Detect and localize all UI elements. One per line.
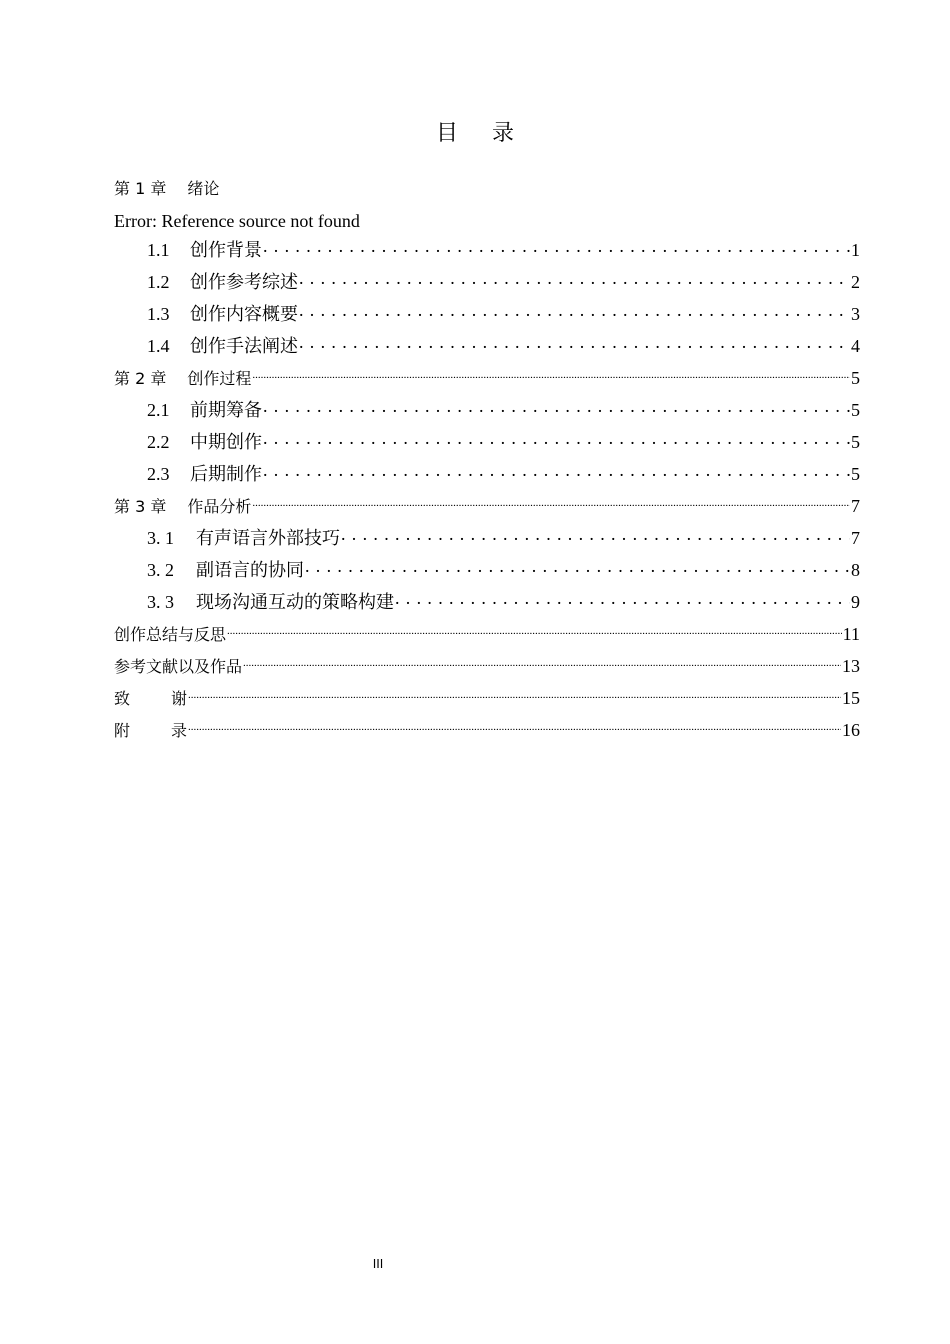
section-number: 3. 1 [147, 528, 174, 548]
section-number: 3. 2 [147, 560, 174, 580]
leader-dots [263, 236, 850, 256]
leader-dots [263, 428, 850, 448]
chapter-label: 绪论 [187, 179, 220, 198]
toc-entry-3-2[interactable] [114, 556, 860, 588]
section-label: 中期创作 [190, 432, 262, 452]
leader-dots [263, 460, 850, 480]
section-label: 创作背景 [190, 240, 262, 260]
page-number: 13 [842, 656, 860, 676]
page-number: 11 [842, 624, 860, 644]
page-footer-number: III [372, 1257, 384, 1271]
leader-dots [299, 300, 850, 320]
entry-label-char-2: 录 [171, 721, 188, 740]
page-number: 7 [851, 496, 860, 516]
toc-appendix[interactable] [114, 716, 860, 748]
toc-title-char-2: 录 [492, 121, 515, 146]
entry-label-char-2: 谢 [171, 689, 188, 708]
section-number: 1.4 [147, 336, 170, 356]
leader-dots [395, 588, 850, 608]
toc-title-char-1: 目 [435, 121, 458, 146]
page-number: 5 [851, 368, 860, 388]
page-number: 2 [851, 272, 860, 292]
toc-chapter-1[interactable] [114, 176, 860, 208]
section-label: 副语言的协同 [196, 560, 304, 580]
chapter-label: 作品分析 [187, 497, 252, 516]
leader-dots [188, 684, 841, 704]
section-label: 前期筹备 [190, 400, 262, 420]
chapter-number: 第 1 章 [114, 179, 167, 198]
toc-summary[interactable] [114, 620, 860, 652]
entry-label: 创作总结与反思 [114, 625, 227, 644]
section-number: 2.1 [147, 400, 170, 420]
toc-entry-1-1[interactable] [114, 236, 860, 268]
toc-acknowledgements[interactable] [114, 684, 860, 716]
chapter-number: 第 3 章 [114, 497, 167, 516]
page-number: 7 [851, 528, 860, 548]
toc-chapter-2[interactable] [114, 364, 860, 396]
toc-title [0, 116, 950, 147]
page-number: 3 [851, 304, 860, 324]
leader-dots [252, 364, 850, 384]
leader-dots [188, 716, 841, 736]
leader-dots [305, 556, 850, 576]
leader-dots [243, 652, 841, 672]
leader-dots [263, 396, 850, 416]
page-number: 5 [851, 432, 860, 452]
chapter-number: 第 2 章 [114, 369, 167, 388]
toc-entry-3-3[interactable] [114, 588, 860, 620]
toc-chapter-3[interactable] [114, 492, 860, 524]
section-label: 有声语言外部技巧 [196, 528, 340, 548]
entry-label-char-1: 致 [114, 689, 131, 708]
page-number: 9 [851, 592, 860, 612]
page-number: 8 [851, 560, 860, 580]
toc-entry-1-3[interactable] [114, 300, 860, 332]
toc-entry-2-3[interactable] [114, 460, 860, 492]
section-number: 1.2 [147, 272, 170, 292]
leader-dots [341, 524, 850, 544]
leader-dots [299, 268, 850, 288]
section-number: 1.3 [147, 304, 170, 324]
table-of-contents [114, 176, 860, 748]
toc-references[interactable] [114, 652, 860, 684]
leader-dots [227, 620, 842, 640]
chapter-label: 创作过程 [187, 369, 252, 388]
section-label: 创作内容概要 [190, 304, 298, 324]
leader-dots [252, 492, 850, 512]
reference-error-line: Error: Reference source not found [114, 211, 360, 231]
section-label: 后期制作 [190, 464, 262, 484]
section-label: 创作参考综述 [190, 272, 298, 292]
page-number: 15 [842, 688, 860, 708]
section-number: 2.2 [147, 432, 170, 452]
page-number: 5 [851, 400, 860, 420]
section-number: 1.1 [147, 240, 170, 260]
toc-entry-1-2[interactable] [114, 268, 860, 300]
section-label: 创作手法阐述 [190, 336, 298, 356]
page-number: 4 [851, 336, 860, 356]
page-number: 16 [842, 720, 860, 740]
section-number: 3. 3 [147, 592, 174, 612]
toc-entry-1-4[interactable] [114, 332, 860, 364]
entry-label-char-1: 附 [114, 721, 131, 740]
page-number: 1 [851, 240, 860, 260]
section-label: 现场沟通互动的策略构建 [196, 592, 394, 612]
toc-entry-2-1[interactable] [114, 396, 860, 428]
section-number: 2.3 [147, 464, 170, 484]
toc-entry-2-2[interactable] [114, 428, 860, 460]
toc-entry-3-1[interactable] [114, 524, 860, 556]
entry-label: 参考文献以及作品 [114, 657, 243, 676]
page-number: 5 [851, 464, 860, 484]
leader-dots [299, 332, 850, 352]
